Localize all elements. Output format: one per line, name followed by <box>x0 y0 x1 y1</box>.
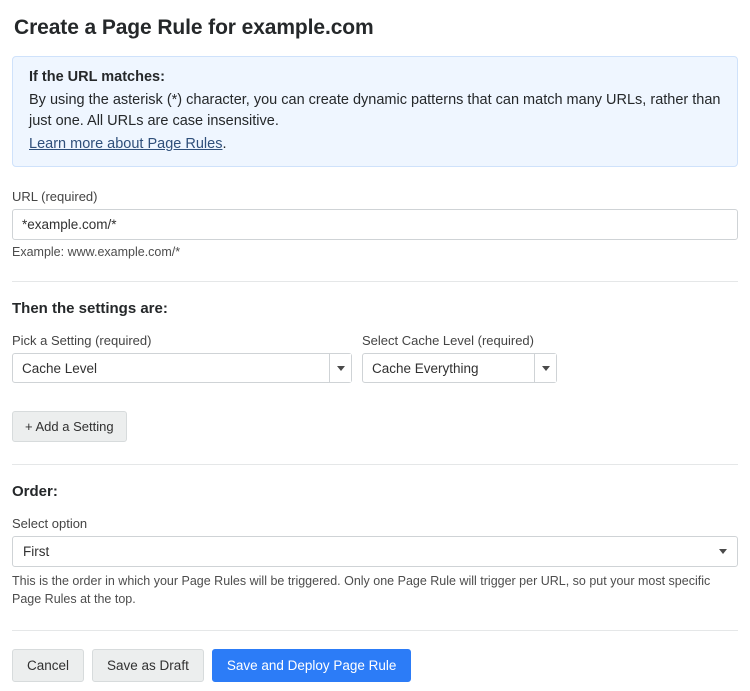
divider-footer <box>12 630 738 631</box>
cache-level-column <box>362 333 567 383</box>
settings-heading: Then the settings are: <box>12 300 168 318</box>
cancel-button[interactable]: Cancel <box>12 649 84 682</box>
order-select-label: Select option <box>12 516 88 532</box>
divider-settings <box>12 281 738 282</box>
info-box-text: By using the asterisk (*) character, you can create dynamic patterns that can match many URLs, rather than just one. All URLs are case insensitive. <box>29 92 721 130</box>
order-select-value: First <box>23 544 50 560</box>
info-box-link-suffix: . <box>222 136 227 153</box>
url-input[interactable] <box>12 209 738 240</box>
save-as-draft-button[interactable]: Save as Draft <box>92 649 204 682</box>
chevron-down-icon[interactable] <box>534 354 556 382</box>
save-and-deploy-button[interactable]: Save and Deploy Page Rule <box>212 649 412 682</box>
pick-setting-select[interactable] <box>12 353 352 383</box>
order-select[interactable] <box>12 536 738 567</box>
url-field-hint: Example: www.example.com/* <box>12 245 181 260</box>
page-title: Create a Page Rule for example.com <box>14 16 374 39</box>
url-field-label: URL (required) <box>12 189 98 205</box>
chevron-down-icon[interactable] <box>329 354 351 382</box>
settings-row <box>12 333 738 383</box>
divider-order <box>12 464 738 465</box>
form-footer <box>12 649 738 682</box>
order-hint: This is the order in which your Page Rules will be triggered. Only one Page Rule will trigger per URL, so put your most specific Page Rules at the top. <box>12 574 711 607</box>
cache-level-value: Cache Everything <box>372 360 479 376</box>
order-heading: Order: <box>12 483 58 501</box>
cache-level-select-wrap <box>362 353 557 383</box>
add-setting-button[interactable]: + Add a Setting <box>12 411 127 442</box>
pick-setting-value: Cache Level <box>22 360 98 376</box>
chevron-down-icon[interactable] <box>719 549 727 554</box>
info-box-link-row <box>29 136 721 152</box>
cache-level-label: Select Cache Level (required) <box>362 333 534 349</box>
learn-more-link[interactable]: Learn more about Page Rules <box>29 136 223 153</box>
url-match-info-box <box>12 56 738 167</box>
pick-setting-select-wrap <box>12 353 352 383</box>
pick-setting-column <box>12 333 362 383</box>
cache-level-select[interactable] <box>362 353 557 383</box>
info-box-title: If the URL matches: <box>29 69 165 85</box>
pick-setting-label: Pick a Setting (required) <box>12 333 152 349</box>
